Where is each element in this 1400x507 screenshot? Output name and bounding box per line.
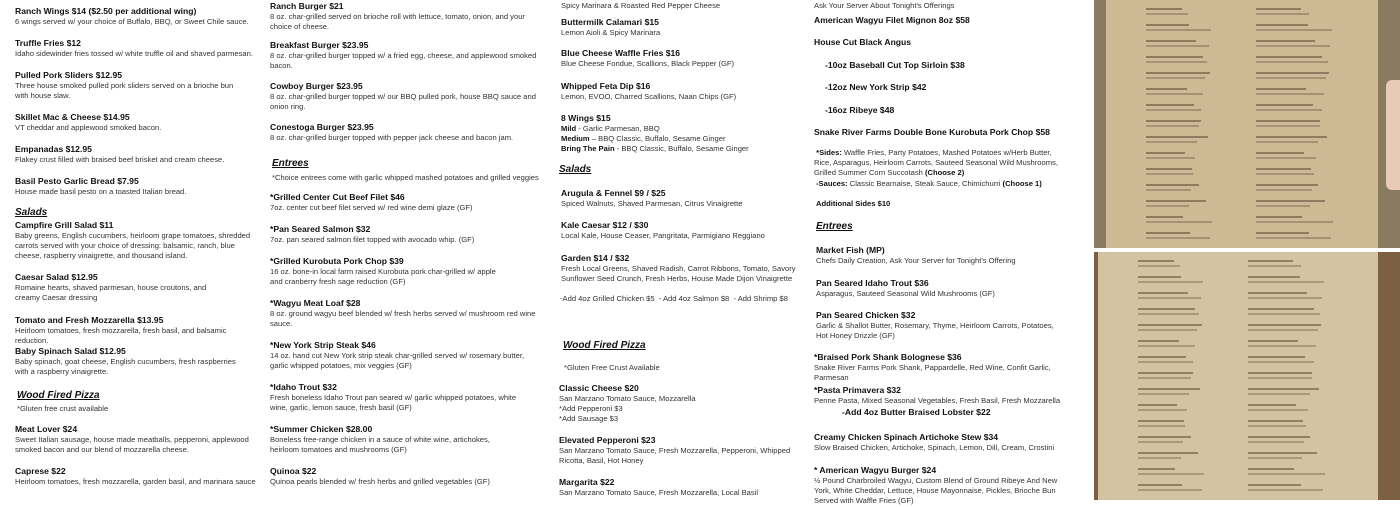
photo-text-line [1248, 393, 1310, 395]
wing-level [561, 144, 749, 154]
item-desc: Slow Braised Chicken, Artichoke, Spinach, Lemon, Dill, Cream, Crostini [814, 443, 1055, 452]
item-title: Caprese $22 [15, 466, 66, 476]
photo-text-line [1146, 72, 1210, 74]
additional-sides: Additional Sides $10 [816, 199, 891, 208]
photo-text-line [1248, 356, 1305, 358]
item-desc: Spiced Walnuts, Shaved Parmesan, Citrus Vinaigrette [561, 199, 743, 208]
menu-item [15, 38, 253, 59]
item-desc: 16 oz. bone-in local farm raised Kurobuta pork char-grilled w/ apple and cranberry fresh sage reduction (GF) [270, 267, 496, 287]
menu-item [270, 466, 490, 487]
photo-text-line [1248, 308, 1314, 310]
photo-text-line [1138, 324, 1202, 326]
item-desc: ½ Pound Charbroiled Wagyu, Custom Blend of Ground Ribeye And New York, White Cheddar, Lettuce, House Mayonnaise, Pickles, Brioche Bun Served with Waffle Fries (GF) [814, 476, 1058, 506]
photo-text-line [1138, 265, 1180, 267]
photo-text-line [1256, 24, 1308, 26]
photo-text-line [1146, 189, 1191, 191]
menu-item [561, 188, 743, 209]
menu-item [816, 310, 1066, 341]
item-desc: San Marzano Tomato Sauce, Fresh Mozzarella, Local Basil [559, 488, 759, 497]
menu-item [15, 466, 260, 487]
photo-text-line [1256, 13, 1309, 15]
photo-text-line [1248, 265, 1301, 267]
menu-item [270, 382, 535, 413]
item-title: *Pan Seared Salmon $32 [270, 224, 371, 234]
photo-text-line [1256, 205, 1310, 207]
item-desc: 7oz. center cut beef filet served w/ red wine demi glaze (GF) [270, 203, 473, 212]
photo-text-line [1146, 136, 1208, 138]
wing-level [561, 134, 749, 144]
wing-level-label: Mild [561, 124, 577, 133]
photo-text-line [1248, 324, 1321, 326]
photo-text-line [1256, 61, 1328, 63]
section-heading-entrees: Entrees [816, 221, 853, 232]
item-desc: Quinoa pearls blended w/ fresh herbs and grilled vegetables (GF) [270, 477, 490, 486]
menu-item [270, 256, 510, 287]
pizza-note: *Gluten Free Crust Available [564, 363, 660, 372]
menu-item [15, 220, 255, 262]
photo-text-line [1256, 141, 1318, 143]
item-desc: Fresh boneless Idaho Trout pan seared w/ garlic whipped potatoes, white wine, garlic, lemon sauce, fresh basil (GF) [270, 393, 517, 413]
item-addon: -Add 4oz Butter Braised Lobster $22 [842, 407, 991, 418]
photo-text-line [1146, 237, 1210, 239]
item-title: Blue Cheese Waffle Fries $16 [561, 48, 681, 58]
menu-item [15, 272, 230, 303]
photo-text-line [1256, 136, 1327, 138]
item-title: 8 Wings $15 [561, 113, 611, 123]
item-title: Creamy Chicken Spinach Artichoke Stew $34 [814, 432, 999, 442]
photo-text-line [1256, 237, 1331, 239]
item-title: *New York Strip Steak $46 [270, 340, 376, 350]
photo-text-line [1248, 388, 1319, 390]
steak-cut: -10oz Baseball Cut Top Sirloin $38 [825, 60, 965, 70]
photo-text-line [1256, 200, 1325, 202]
sides-list [814, 148, 1064, 179]
photo-text-line [1248, 420, 1303, 422]
photo-text-line [1138, 356, 1186, 358]
photo-text-line [1256, 184, 1318, 186]
menu-paper [1098, 252, 1378, 500]
item-desc: Lemon Aioli & Spicy Marinara [561, 28, 661, 37]
item-desc: Flakey crust filled with braised beef brisket and cream cheese. [15, 155, 225, 164]
photo-text-line [1248, 260, 1293, 262]
sauces-text: Classic Bearnaise, Steak Sauce, Chimichurri [847, 179, 1003, 188]
item-title: Campfire Grill Salad $11 [15, 220, 114, 230]
steak-heading: House Cut Black Angus [814, 37, 912, 47]
salad-addons: -Add 4oz Grilled Chicken $5 - Add 4oz Salmon $8 - Add Shrimp $8 [560, 294, 788, 303]
photo-text-line [1248, 457, 1302, 459]
menu-column-3 [561, 0, 811, 500]
photo-text-line [1256, 232, 1309, 234]
photo-text-line [1138, 484, 1182, 486]
photo-text-line [1138, 468, 1175, 470]
item-title: Meat Lover $24 [15, 424, 78, 434]
menu-item [15, 6, 249, 27]
menu-item [270, 1, 535, 32]
menu-item [270, 122, 513, 143]
menu-column-4 [814, 0, 1084, 506]
menu-item [561, 220, 765, 241]
photo-text-line [1146, 8, 1182, 10]
section-heading-salads: Salads [559, 164, 592, 175]
item-desc: 8 oz. char-grilled burger topped w/ a fried egg, cheese, and applewood smoked bacon. [270, 51, 537, 71]
item-title: Buttermilk Calamari $15 [561, 17, 659, 27]
photo-text-line [1248, 361, 1314, 363]
menu-item [814, 352, 1084, 383]
photo-text-line [1256, 93, 1324, 95]
item-desc: Sweet Italian sausage, house made meatballs, pepperoni, applewood smoked bacon and our blend of mozzarella cheese. [15, 435, 249, 455]
item-title: Caesar Salad $12.95 [15, 272, 98, 282]
menu-paper [1106, 0, 1378, 248]
photo-text-line [1256, 216, 1302, 218]
menu-item [270, 81, 538, 112]
photo-text-line [1256, 125, 1320, 127]
photo-text-line [1138, 260, 1174, 262]
item-desc: Asparagus, Sauteed Seasonal Wild Mushrooms (GF) [816, 289, 995, 298]
steak-item: American Wagyu Filet Mignon 8oz $58 [814, 15, 970, 25]
photo-text-line [1248, 489, 1323, 491]
menu-item [561, 81, 736, 102]
menu-item [814, 432, 1054, 453]
photo-text-line [1256, 152, 1304, 154]
steak-cut: -12oz New York Strip $42 [825, 82, 927, 92]
item-desc: 7oz. pan seared salmon filet topped with avocado whip. (GF) [270, 235, 475, 244]
photo-text-line [1256, 77, 1326, 79]
photo-text-line [1256, 8, 1301, 10]
photo-text-line [1256, 45, 1330, 47]
menu-photo-2 [1094, 252, 1400, 500]
photo-text-line [1248, 484, 1301, 486]
photo-text-line [1256, 157, 1316, 159]
item-desc: Heirloom tomatoes, fresh mozzarella, fresh basil, and balsamic reduction. [15, 326, 227, 346]
photo-text-line [1138, 393, 1189, 395]
item-desc: Spicy Marinara & Roasted Red Pepper Cheese [561, 1, 721, 10]
photo-text-line [1256, 109, 1322, 111]
pizza-note: *Gluten free crust available [17, 404, 109, 413]
photo-text-line [1146, 205, 1189, 207]
sides-text: Waffle Fries, Party Potatoes, Mashed Potatoes w/Herb Butter, Rice, Asparagus, Heirloom Carrots, Sauteed Seasonal Wild Mushrooms, Grilled Summer Corn Succotash [814, 148, 1058, 178]
photo-text-line [1138, 409, 1187, 411]
photo-text-line [1146, 173, 1193, 175]
menu-item [270, 224, 474, 245]
photo-text-line [1138, 329, 1197, 331]
photo-text-line [1248, 329, 1318, 331]
photo-text-line [1248, 473, 1325, 475]
photo-text-line [1138, 436, 1191, 438]
photo-text-line [1248, 377, 1312, 379]
photo-text-line [1146, 157, 1195, 159]
photo-text-line [1146, 232, 1190, 234]
photo-text-line [1256, 104, 1313, 106]
item-title: Breakfast Burger $23.95 [270, 40, 369, 50]
photo-text-line [1248, 404, 1296, 406]
item-title: Truffle Fries $12 [15, 38, 81, 48]
item-desc: San Marzano Tomato Sauce, Fresh Mozzarella, Pepperoni, Whipped Ricotta, Basil, Hot Honey [559, 446, 791, 466]
photo-text-line [1146, 61, 1207, 63]
sauces-choose: (Choose 1) [1002, 179, 1042, 188]
photo-text-line [1248, 297, 1322, 299]
wing-level-text: - Garlic Parmesan, BBQ [576, 124, 660, 133]
photo-text-line [1146, 216, 1183, 218]
photo-text-line [1146, 152, 1185, 154]
photo-text-line [1256, 168, 1311, 170]
photo-text-line [1248, 276, 1300, 278]
photo-text-line [1146, 200, 1206, 202]
item-desc: Chefs Daily Creation, Ask Your Server for Tonight's Offering [816, 256, 1016, 265]
sides-choose: (Choose 2) [925, 168, 965, 178]
photo-text-line [1248, 452, 1317, 454]
menu-item [559, 477, 758, 498]
photo-text-line [1146, 24, 1189, 26]
wing-level-text: - BBQ Classic, Buffalo, Sesame Ginger [614, 144, 749, 154]
item-title: Pulled Pork Sliders $12.95 [15, 70, 122, 80]
photo-text-line [1138, 345, 1195, 347]
photo-text-line [1146, 56, 1203, 58]
menu-item [561, 48, 734, 69]
photo-text-line [1146, 168, 1192, 170]
photo-text-line [1256, 72, 1329, 74]
item-title: Market Fish (MP) [816, 245, 885, 255]
photo-text-line [1138, 489, 1202, 491]
item-desc: VT cheddar and applewood smoked bacon. [15, 123, 162, 132]
photo-text-line [1138, 281, 1203, 283]
photo-text-line [1146, 40, 1196, 42]
menu-item [270, 192, 473, 213]
section-heading-salads: Salads [15, 207, 48, 218]
item-desc: Penne Pasta, Mixed Seasonal Vegetables, Fresh Basil, Fresh Mozzarella [814, 396, 1061, 405]
photo-text-line [1256, 221, 1333, 223]
photo-text-line [1248, 281, 1324, 283]
item-desc: Blue Cheese Fondue, Scallions, Black Pepper (GF) [561, 59, 735, 68]
photo-text-line [1248, 441, 1304, 443]
photo-text-line [1146, 104, 1194, 106]
item-title: *Pasta Primavera $32 [814, 385, 901, 395]
sides-label: *Sides: [816, 148, 842, 157]
photo-text-line [1256, 29, 1332, 31]
photo-text-line [1138, 372, 1193, 374]
entrees-note: *Choice entrees come with garlic whipped mashed potatoes and grilled veggies [272, 173, 539, 182]
item-title: Basil Pesto Garlic Bread $7.95 [15, 176, 139, 186]
item-desc: 14 oz. hand cut New York strip steak char-grilled served w/ rosemary butter, garlic whipped potatoes, mix veggies (GF) [270, 351, 525, 371]
photo-text-line [1146, 221, 1212, 223]
photo-text-line [1138, 473, 1204, 475]
photo-text-line [1138, 308, 1195, 310]
item-desc: 8 oz. ground wagyu beef blended w/ fresh herbs served w/ mushroom red wine sauce. [270, 309, 536, 329]
photo-text-line [1256, 56, 1322, 58]
menu-item [15, 112, 161, 133]
photo-text-line [1248, 468, 1294, 470]
item-desc: Ask Your Server About Tonight's Offerings [814, 1, 955, 10]
photo-text-line [1138, 340, 1179, 342]
menu-item [559, 435, 811, 466]
menu-item [816, 278, 995, 299]
menu-item [15, 315, 255, 346]
item-title: *Wagyu Meat Loaf $28 [270, 298, 361, 308]
item-desc: Fresh Local Greens, Shaved Radish, Carrot Ribbons, Tomato, Savory Sunflower Seed Crunch, Fresh Herbs, House Made Dijon Vinaigrette [561, 264, 796, 284]
steak-cut: -16oz Ribeye $48 [825, 105, 895, 115]
photo-text-line [1138, 377, 1191, 379]
pizza-extra: *Add Sausage $3 [559, 414, 619, 424]
menu-column-1 [15, 0, 255, 500]
photo-text-line [1248, 436, 1310, 438]
photo-text-line [1138, 361, 1193, 363]
item-title: Ranch Burger $21 [270, 1, 344, 11]
item-title: *Summer Chicken $28.00 [270, 424, 373, 434]
item-title: *Grilled Kurobuta Pork Chop $39 [270, 256, 404, 266]
item-desc: Idaho sidewinder fries tossed w/ white truffle oil and shaved parmesan. [15, 49, 253, 58]
photo-text-line [1256, 88, 1306, 90]
item-title: Pan Seared Chicken $32 [816, 310, 916, 320]
item-title: Baby Spinach Salad $12.95 [15, 346, 126, 356]
menu-item [270, 340, 542, 371]
item-desc: 8 oz. char-grilled burger topped with pepper jack cheese and bacon jam. [270, 133, 514, 142]
menu-item [816, 245, 1016, 266]
item-desc: Garlic & Shallot Butter, Rosemary, Thyme, Heirloom Carrots, Potatoes, Hot Honey Drizzle (GF) [816, 321, 1054, 341]
photo-text-line [1138, 452, 1198, 454]
item-desc: 8 oz. char-grilled burger topped w/ our BBQ pulled pork, house BBQ sauce and onion ring. [270, 92, 536, 112]
item-title: Arugula & Fennel $9 / $25 [561, 188, 666, 198]
item-desc: House made basil pesto on a toasted Italian bread. [15, 187, 187, 196]
menu-item [15, 346, 250, 377]
photo-text-line [1248, 409, 1308, 411]
item-desc: Local Kale, House Ceaser, Pangritata, Parmigiano Reggiano [561, 231, 765, 240]
item-title: Quinoa $22 [270, 466, 317, 476]
item-title: Tomato and Fresh Mozzarella $13.95 [15, 315, 164, 325]
photo-text-line [1138, 425, 1185, 427]
item-desc: Baby greens, English cucumbers, heirloom grape tomatoes, shredded carrots served with your choice of dressing: balsamic, ranch, blue cheese, raspberry vinaigrette, and thousand island. [15, 231, 251, 261]
photo-text-line [1146, 29, 1211, 31]
photo-text-line [1146, 120, 1201, 122]
item-desc: Snake River Farms Pork Shank, Pappardelle, Red Wine, Confit Garlic, Parmesan [814, 363, 1051, 383]
item-title: *Braised Pork Shank Bolognese $36 [814, 352, 962, 362]
menu-item [15, 144, 224, 165]
photo-text-line [1146, 141, 1197, 143]
menu-item [270, 298, 538, 329]
photo-text-line [1256, 40, 1315, 42]
item-title: Whipped Feta Dip $16 [561, 81, 651, 91]
photo-text-line [1138, 457, 1181, 459]
photo-text-line [1256, 173, 1314, 175]
item-desc: San Marzano Tomato Sauce, Mozzarella [559, 394, 696, 403]
item-desc: Three house smoked pulled pork sliders served on a brioche bun with house slaw. [15, 81, 234, 101]
photo-text-line [1138, 276, 1181, 278]
sauces-list [816, 179, 1042, 189]
item-title: *Idaho Trout $32 [270, 382, 337, 392]
photo-text-line [1146, 77, 1205, 79]
section-heading-pizza: Wood Fired Pizza [17, 390, 100, 401]
photo-text-line [1138, 297, 1201, 299]
photo-text-line [1256, 189, 1312, 191]
steak-item: Snake River Farms Double Bone Kurobuta Pork Chop $58 [814, 127, 1050, 137]
item-desc: Romaine hearts, shaved parmesan, house croutons, and creamy Caesar dressing [15, 283, 207, 303]
photo-text-line [1146, 13, 1188, 15]
item-title: Ranch Wings $14 ($2.50 per additional wing) [15, 6, 197, 16]
photo-text-line [1138, 292, 1188, 294]
hand [1386, 80, 1400, 190]
menu-item [561, 17, 660, 38]
photo-text-line [1138, 388, 1200, 390]
photo-text-line [1248, 340, 1298, 342]
item-title: Skillet Mac & Cheese $14.95 [15, 112, 130, 122]
menu-column-2 [270, 0, 540, 500]
photo-text-line [1248, 292, 1307, 294]
photo-text-line [1138, 313, 1199, 315]
item-title: Garden $14 / $32 [561, 253, 630, 263]
wing-level-label: Bring The Pain [561, 144, 615, 154]
wing-level-label: Medium [561, 134, 590, 144]
photo-text-line [1248, 425, 1306, 427]
menu-item [15, 424, 250, 455]
item-desc: 6 wings served w/ your choice of Buffalo, BBQ, or Sweet Chile sauce. [15, 17, 249, 26]
item-title: Margarita $22 [559, 477, 615, 487]
menu-item [561, 253, 801, 284]
photo-text-line [1248, 345, 1316, 347]
item-desc: 8 oz. char-grilled served on brioche roll with lettuce, tomato, onion, and your choice of cheese. [270, 12, 525, 32]
menu-item [15, 176, 186, 197]
photo-text-line [1146, 88, 1187, 90]
menu-item [814, 385, 1060, 418]
menu-item [559, 383, 696, 425]
item-title: Elevated Pepperoni $23 [559, 435, 656, 445]
photo-text-line [1248, 372, 1312, 374]
menu-item [15, 70, 247, 101]
photo-text-line [1138, 441, 1183, 443]
photo-text-line [1146, 125, 1199, 127]
menu-photo-1 [1094, 0, 1400, 248]
item-desc: Heirloom tomatoes, fresh mozzarella, garden basil, and marinara sauce [15, 477, 256, 486]
item-desc: Baby spinach, goat cheese, English cucumbers, fresh raspberries with a raspberry vinaigrette. [15, 357, 236, 377]
menu-item [814, 465, 1064, 507]
photo-text-line [1138, 420, 1184, 422]
photo-text-line [1146, 45, 1209, 47]
section-heading-pizza: Wood Fired Pizza [563, 340, 646, 351]
photo-text-line [1248, 313, 1320, 315]
wing-level-text: – BBQ Classic, Buffalo, Sesame Ginger [589, 134, 726, 144]
item-title: Pan Seared Idaho Trout $36 [816, 278, 929, 288]
wing-level [561, 124, 749, 134]
menu-item [270, 40, 538, 71]
photo-text-line [1146, 109, 1201, 111]
item-title: Cowboy Burger $23.95 [270, 81, 363, 91]
item-title: Kale Caesar $12 / $30 [561, 220, 649, 230]
item-title: * American Wagyu Burger $24 [814, 465, 937, 475]
item-title: Conestoga Burger $23.95 [270, 122, 374, 132]
photo-text-line [1138, 404, 1177, 406]
photo-text-line [1146, 93, 1203, 95]
sauces-label: -Sauces: [816, 179, 848, 188]
menu-item [270, 424, 520, 455]
section-heading-entrees: Entrees [272, 158, 309, 169]
item-title: Empanadas $12.95 [15, 144, 92, 154]
item-desc: Lemon, EVOO, Charred Scallions, Naan Chips (GF) [561, 92, 737, 101]
item-title: Classic Cheese $20 [559, 383, 639, 393]
pizza-extra: *Add Pepperoni $3 [559, 404, 623, 414]
menu-item-wings [561, 113, 749, 155]
photo-text-line [1146, 184, 1199, 186]
photo-text-line [1256, 120, 1320, 122]
item-desc: Boneless free-range chicken in a sauce of white wine, artichokes, heirloom tomatoes and mushrooms (GF) [270, 435, 490, 455]
item-title: *Grilled Center Cut Beef Filet $46 [270, 192, 405, 202]
